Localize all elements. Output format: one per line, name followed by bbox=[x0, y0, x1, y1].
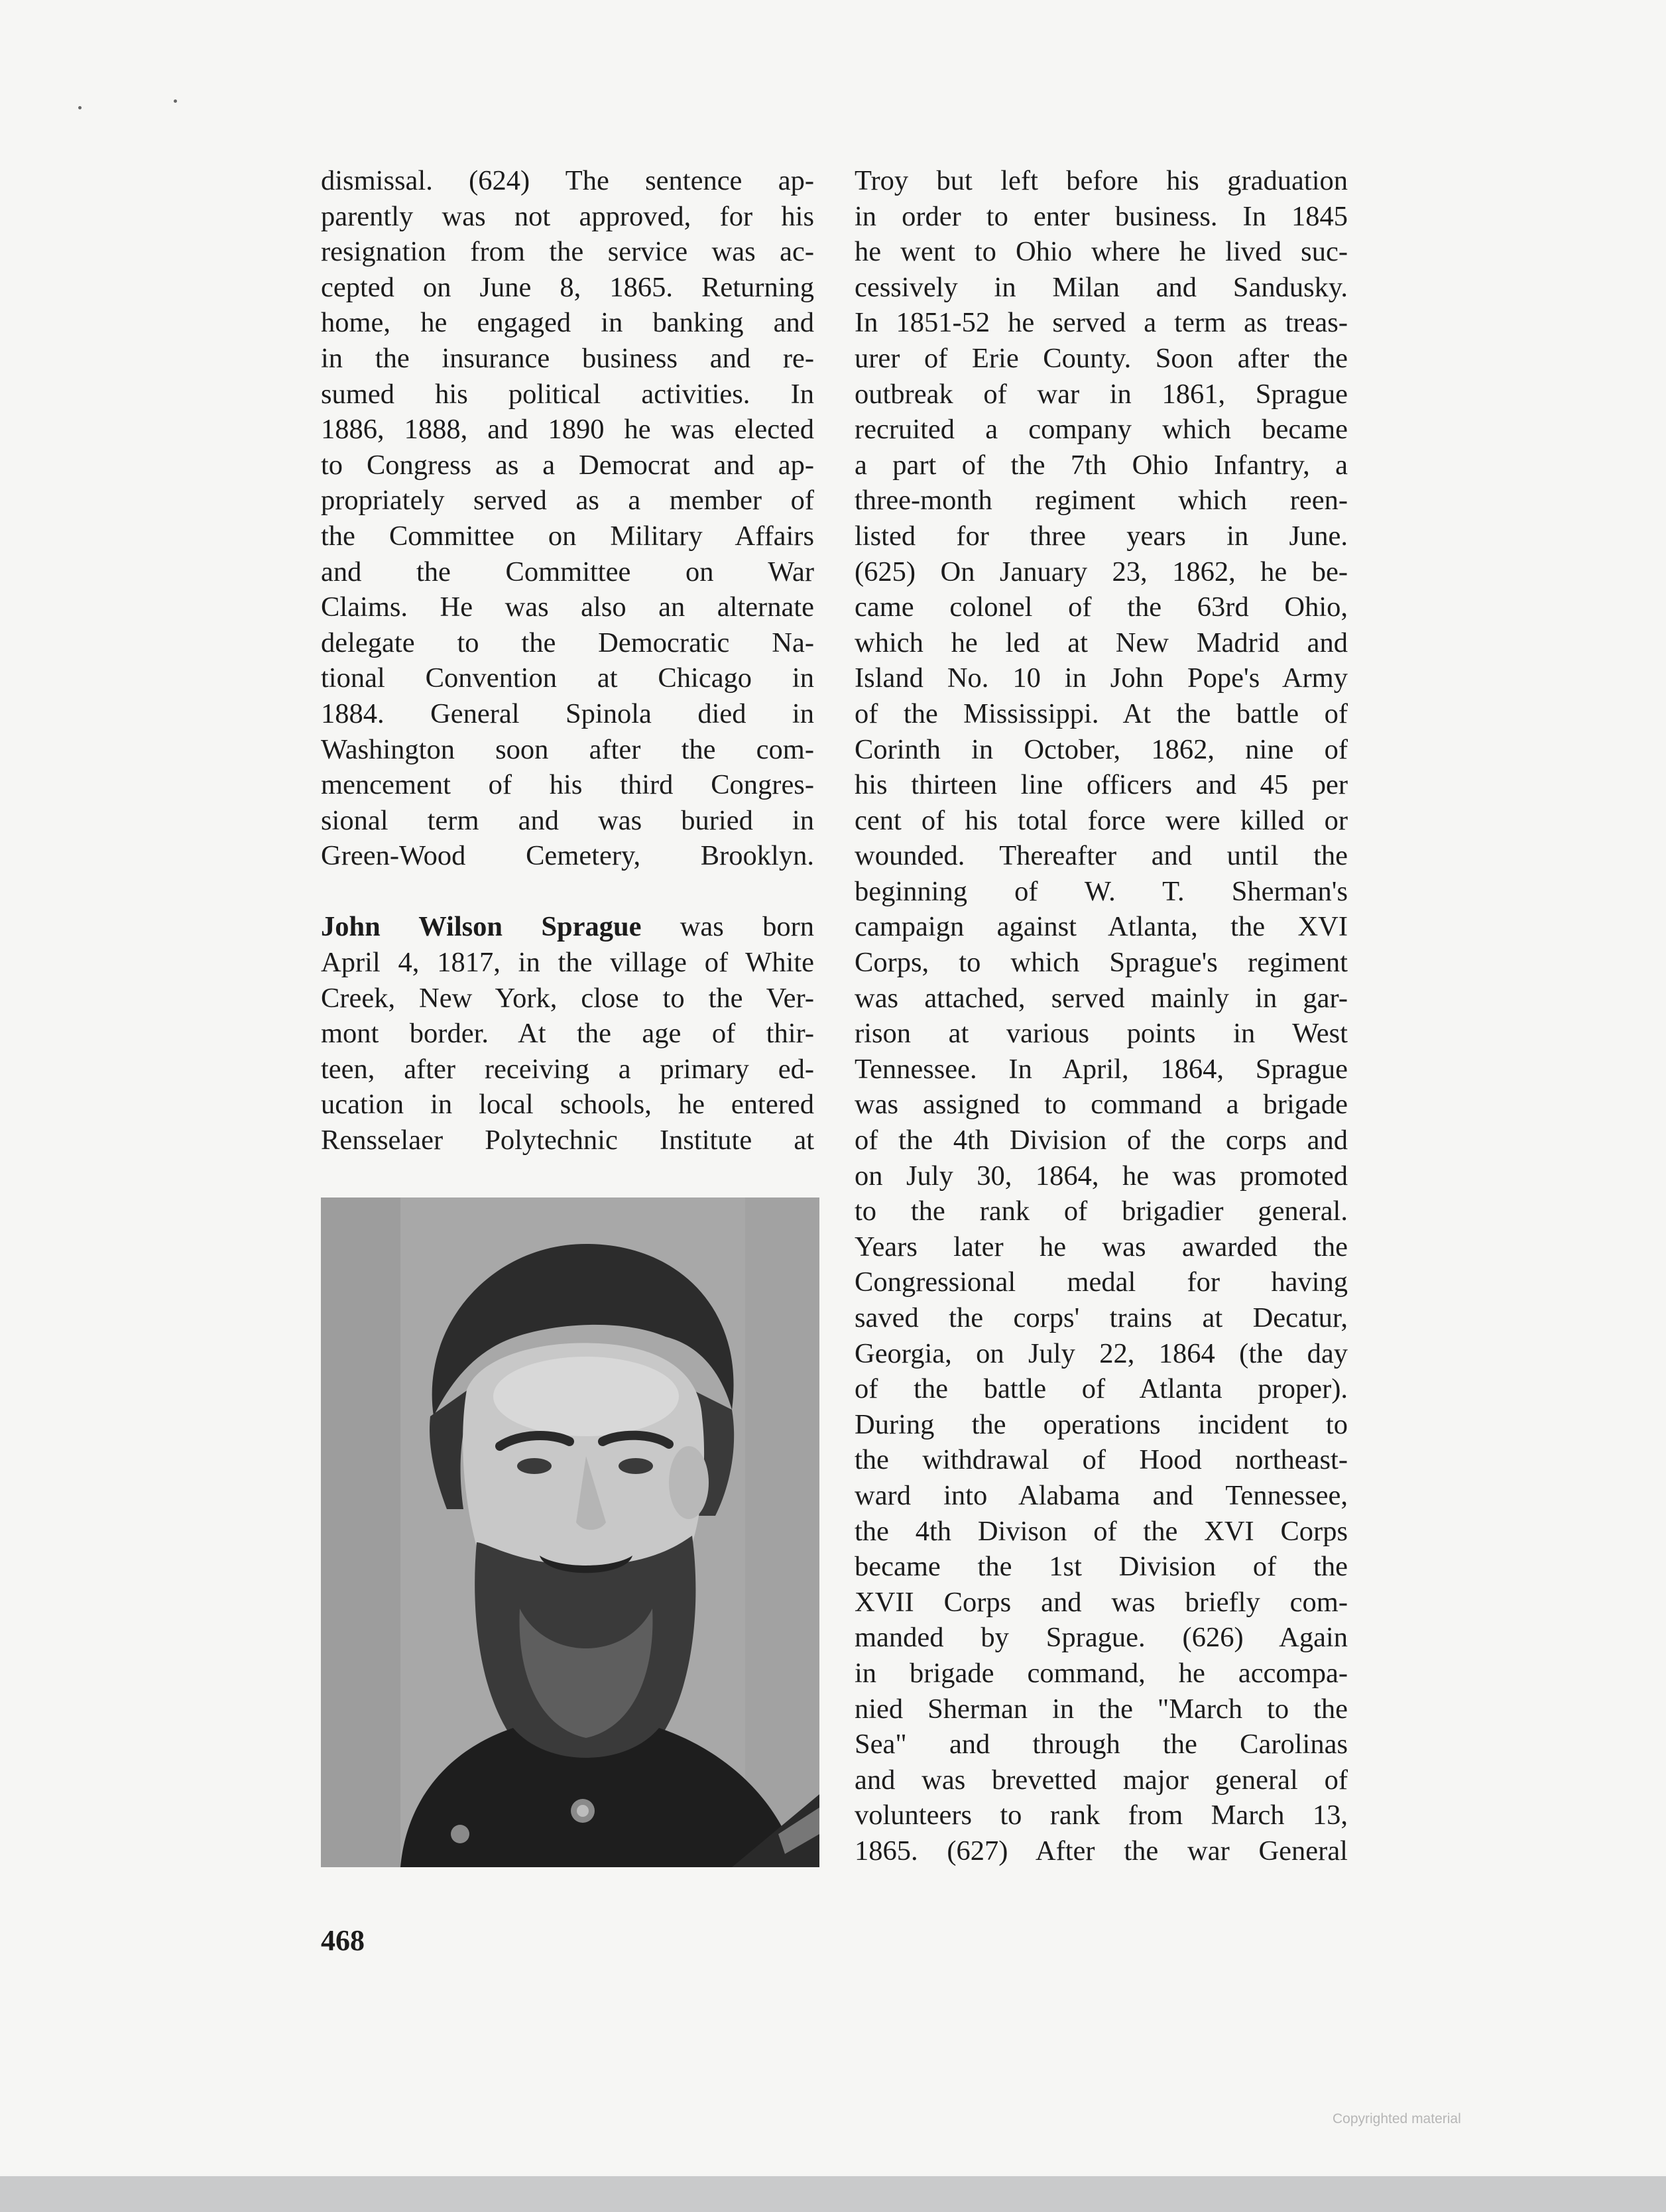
text-line: Sea" and through the Carolinas bbox=[855, 1729, 1348, 1760]
text-line: Congressional medal for having bbox=[855, 1266, 1348, 1298]
text-line: 1886, 1888, and 1890 he was elected bbox=[321, 414, 814, 446]
text-line: home, he engaged in banking and bbox=[321, 307, 814, 339]
text-line: Creek, New York, close to the Ver- bbox=[321, 982, 814, 1014]
text-line: of the battle of Atlanta proper). bbox=[855, 1373, 1348, 1405]
text-line: volunteers to rank from March 13, bbox=[855, 1800, 1348, 1831]
text-line: 1884. General Spinola died in bbox=[321, 698, 814, 729]
text-line: to Congress as a Democrat and ap- bbox=[321, 449, 814, 481]
text-line: which he led at New Madrid and bbox=[855, 627, 1348, 658]
text-line: was attached, served mainly in gar- bbox=[855, 982, 1348, 1014]
biography-subject-name: John Wilson Sprague bbox=[321, 911, 642, 943]
text-line: mencement of his third Congres- bbox=[321, 769, 814, 801]
text-line: a part of the 7th Ohio Infantry, a bbox=[855, 449, 1348, 481]
text-line: Years later he was awarded the bbox=[855, 1231, 1348, 1262]
text-line: Corinth in October, 1862, nine of bbox=[855, 733, 1348, 765]
text-line: outbreak of war in 1861, Sprague bbox=[855, 378, 1348, 410]
text-line: saved the corps' trains at Decatur, bbox=[855, 1302, 1348, 1333]
text-line: Troy but left before his graduation bbox=[855, 165, 1348, 196]
text-fragment: was born bbox=[641, 911, 815, 943]
text-line: he went to Ohio where he lived suc- bbox=[855, 236, 1348, 268]
text-line: dismissal. (624) The sentence ap- bbox=[321, 165, 814, 196]
text-line: rison at various points in West bbox=[855, 1018, 1348, 1050]
text-line: Tennessee. In April, 1864, Sprague bbox=[855, 1053, 1348, 1085]
text-line: and was brevetted major general of bbox=[855, 1764, 1348, 1796]
left-text-column bbox=[321, 163, 814, 1158]
scanner-bottom-edge bbox=[0, 2176, 1666, 2212]
text-line: cent of his total force were killed or bbox=[855, 804, 1348, 836]
text-line: sional term and was buried in bbox=[321, 804, 814, 836]
text-line: of the Mississippi. At the battle of bbox=[855, 698, 1348, 729]
page-number: 468 bbox=[321, 1924, 365, 1957]
right-text-column bbox=[855, 163, 1348, 1869]
portrait-photo bbox=[321, 1198, 819, 1867]
text-line: In 1851-52 he served a term as treas- bbox=[855, 307, 1348, 339]
text-line: on July 30, 1864, he was promoted bbox=[855, 1160, 1348, 1192]
text-line: April 4, 1817, in the village of White bbox=[321, 947, 814, 979]
text-line: ucation in local schools, he entered bbox=[321, 1089, 814, 1121]
text-line: resignation from the service was ac- bbox=[321, 236, 814, 268]
text-line: the Committee on Military Affairs bbox=[321, 520, 814, 552]
text-line: ward into Alabama and Tennessee, bbox=[855, 1479, 1348, 1511]
text-line: Green-Wood Cemetery, Brooklyn. bbox=[321, 840, 814, 872]
text-line: propriately served as a member of bbox=[321, 485, 814, 517]
text-line: Claims. He was also an alternate bbox=[321, 591, 814, 623]
text-line: in brigade command, he accompa- bbox=[855, 1657, 1348, 1689]
scan-speck bbox=[78, 106, 82, 109]
text-line: XVII Corps and was briefly com- bbox=[855, 1586, 1348, 1618]
text-line: and the Committee on War bbox=[321, 556, 814, 587]
text-line: 1865. (627) After the war General bbox=[855, 1835, 1348, 1867]
text-line: recruited a company which became bbox=[855, 414, 1348, 446]
text-line: beginning of W. T. Sherman's bbox=[855, 875, 1348, 907]
text-line: sumed his political activities. In bbox=[321, 378, 814, 410]
text-line: (625) On January 23, 1862, he be- bbox=[855, 556, 1348, 587]
text-line: Washington soon after the com- bbox=[321, 733, 814, 765]
paragraph-gap bbox=[321, 874, 814, 910]
text-line: Georgia, on July 22, 1864 (the day bbox=[855, 1337, 1348, 1369]
scan-speck bbox=[174, 99, 177, 103]
text-line: Rensselaer Polytechnic Institute at bbox=[321, 1125, 814, 1156]
text-line: of the 4th Division of the corps and bbox=[855, 1125, 1348, 1156]
text-line: parently was not approved, for his bbox=[321, 200, 814, 232]
text-line: Corps, to which Sprague's regiment bbox=[855, 947, 1348, 979]
copyright-watermark: Copyrighted material bbox=[1333, 2111, 1461, 2126]
text-line: in the insurance business and re- bbox=[321, 342, 814, 374]
text-line: listed for three years in June. bbox=[855, 520, 1348, 552]
text-line: delegate to the Democratic Na- bbox=[321, 627, 814, 658]
text-line bbox=[321, 909, 814, 945]
text-line: became the 1st Division of the bbox=[855, 1551, 1348, 1583]
text-line: to the rank of brigadier general. bbox=[855, 1196, 1348, 1227]
text-line: Island No. 10 in John Pope's Army bbox=[855, 662, 1348, 694]
text-line: was assigned to command a brigade bbox=[855, 1089, 1348, 1121]
text-line: cessively in Milan and Sandusky. bbox=[855, 271, 1348, 303]
text-line: three-month regiment which reen- bbox=[855, 485, 1348, 517]
text-line: wounded. Thereafter and until the bbox=[855, 840, 1348, 872]
text-line: the 4th Divison of the XVI Corps bbox=[855, 1515, 1348, 1547]
text-line: mont border. At the age of thir- bbox=[321, 1018, 814, 1050]
text-line: teen, after receiving a primary ed- bbox=[321, 1053, 814, 1085]
text-line: his thirteen line officers and 45 per bbox=[855, 769, 1348, 801]
text-line: During the operations incident to bbox=[855, 1408, 1348, 1440]
text-line: urer of Erie County. Soon after the bbox=[855, 342, 1348, 374]
text-line: in order to enter business. In 1845 bbox=[855, 200, 1348, 232]
text-line: came colonel of the 63rd Ohio, bbox=[855, 591, 1348, 623]
text-line: tional Convention at Chicago in bbox=[321, 662, 814, 694]
text-line: the withdrawal of Hood northeast- bbox=[855, 1444, 1348, 1476]
text-line: nied Sherman in the "March to the bbox=[855, 1693, 1348, 1725]
text-line: cepted on June 8, 1865. Returning bbox=[321, 271, 814, 303]
text-line: campaign against Atlanta, the XVI bbox=[855, 911, 1348, 943]
text-line: manded by Sprague. (626) Again bbox=[855, 1622, 1348, 1654]
